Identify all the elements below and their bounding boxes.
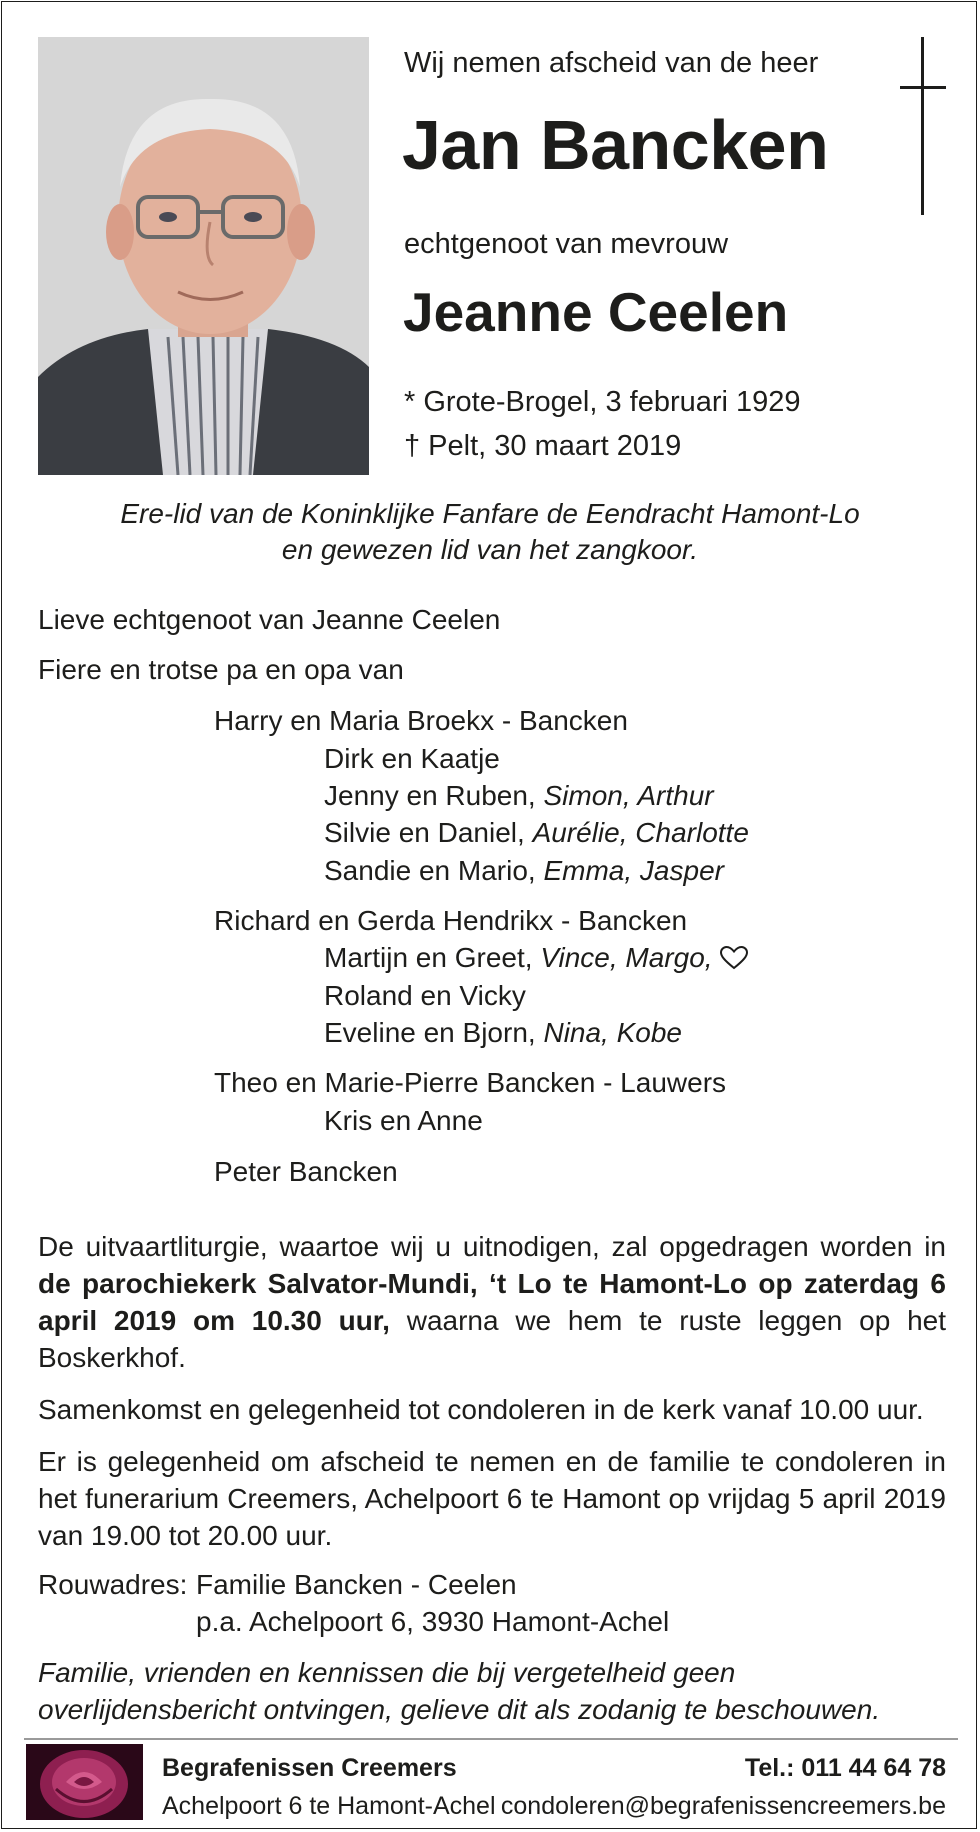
great-grandchildren: Vince, Margo, [540, 942, 713, 973]
company-address: Achelpoort 6 te Hamont-Achel [162, 1792, 496, 1820]
honorary-text [2, 496, 978, 568]
spouse-intro: echtgenoot van mevrouw [404, 228, 729, 260]
grandchild-names: Dirk en Kaatje [324, 743, 500, 774]
gathering-paragraph: Samenkomst en gelegenheid tot condoleren in de kerk vanaf 10.00 uur. [38, 1394, 924, 1425]
grandchild-line [324, 980, 526, 1012]
phone-number: Tel.: 011 44 64 78 [744, 1754, 946, 1782]
address-line-2: p.a. Achelpoort 6, 3930 Hamont-Achel [196, 1606, 670, 1637]
funerarium-paragraph: Er is gelegenheid om afscheid te nemen en de familie te condoleren in het funerarium Creemers, Achelpoort 6 te Hamont op vrijdag 5 april 2019 van 19.00 tot 20.00 uur. [38, 1446, 946, 1551]
cross-vertical [921, 37, 924, 215]
cross-horizontal [900, 86, 946, 89]
spouse-name: Jeanne Ceelen [403, 281, 789, 343]
rose-logo [26, 1744, 143, 1820]
address-label: Rouwadres: [38, 1569, 188, 1600]
intro-text: Wij nemen afscheid van de heer [404, 47, 819, 79]
portrait-illustration [38, 37, 369, 475]
honorary-line-2: en gewezen lid van het zangkoor. [281, 534, 699, 565]
rose-illustration [26, 1744, 143, 1820]
grandchild-names: Silvie en Daniel, [324, 817, 525, 848]
grandchild-line [324, 1105, 483, 1137]
grandchild-line [324, 743, 500, 775]
closing-note: Familie, vrienden en kennissen die bij vergetelheid geen overlijdensbericht ontvingen, gelieve dit als zodanig te beschouwen. [38, 1657, 881, 1725]
service-text-a: De uitvaartliturgie, waartoe wij u uitnodigen, zal opgedragen worden in [38, 1231, 946, 1262]
great-grandchildren: Emma, Jasper [543, 855, 724, 886]
great-grandchildren: Simon, Arthur [543, 780, 714, 811]
child-name: Theo en Marie-Pierre Bancken - Lauwers [214, 1067, 727, 1098]
grandchild-names: Kris en Anne [324, 1105, 483, 1136]
service-paragraph [38, 1228, 946, 1376]
grandchild-line [324, 817, 749, 849]
grandchild-names: Roland en Vicky [324, 980, 526, 1011]
child-name: Peter Bancken [214, 1156, 398, 1187]
obituary-card [1, 1, 977, 1829]
family-line-1: Lieve echtgenoot van Jeanne Ceelen [38, 604, 501, 635]
portrait-photo [38, 37, 369, 475]
birth-line: * Grote-Brogel, 3 februari 1929 [404, 386, 801, 418]
grandchild-names: Eveline en Bjorn, [324, 1017, 536, 1048]
grandchild-line [324, 855, 724, 887]
heart-outline-icon [720, 946, 748, 970]
child-name: Harry en Maria Broekx - Bancken [214, 705, 628, 736]
service-text-c: waarna we hem te ruste leggen op het Boskerkhof. [38, 1305, 946, 1373]
child-name: Richard en Gerda Hendrikx - Bancken [214, 905, 688, 936]
grandchild-names: Martijn en Greet, [324, 942, 533, 973]
great-grandchildren: Nina, Kobe [543, 1017, 683, 1048]
grandchild-line [324, 1017, 682, 1049]
grandchild-line [324, 780, 714, 812]
grandchild-names: Sandie en Mario, [324, 855, 536, 886]
great-grandchildren: Aurélie, Charlotte [532, 817, 749, 848]
deceased-name: Jan Bancken [402, 106, 829, 184]
service-text-bold: de parochiekerk Salvator-Mundi, ‘t Lo te Hamont-Lo op zaterdag 6 april 2019 om 10.30 uur, [38, 1268, 946, 1336]
footer-divider [24, 1738, 958, 1740]
grandchild-names: Jenny en Ruben, [324, 780, 536, 811]
grandchild-line [324, 942, 748, 974]
company-name: Begrafenissen Creemers [162, 1754, 457, 1782]
honorary-line-1: Ere-lid van de Koninklijke Fanfare de Eendracht Hamont-Lo [120, 498, 860, 529]
family-line-2: Fiere en trotse pa en opa van [38, 654, 404, 685]
address-line-1: Familie Bancken - Ceelen [196, 1569, 517, 1600]
death-line: † Pelt, 30 maart 2019 [404, 430, 682, 462]
email-address[interactable]: condoleren@begrafenissencreemers.be [500, 1792, 946, 1820]
